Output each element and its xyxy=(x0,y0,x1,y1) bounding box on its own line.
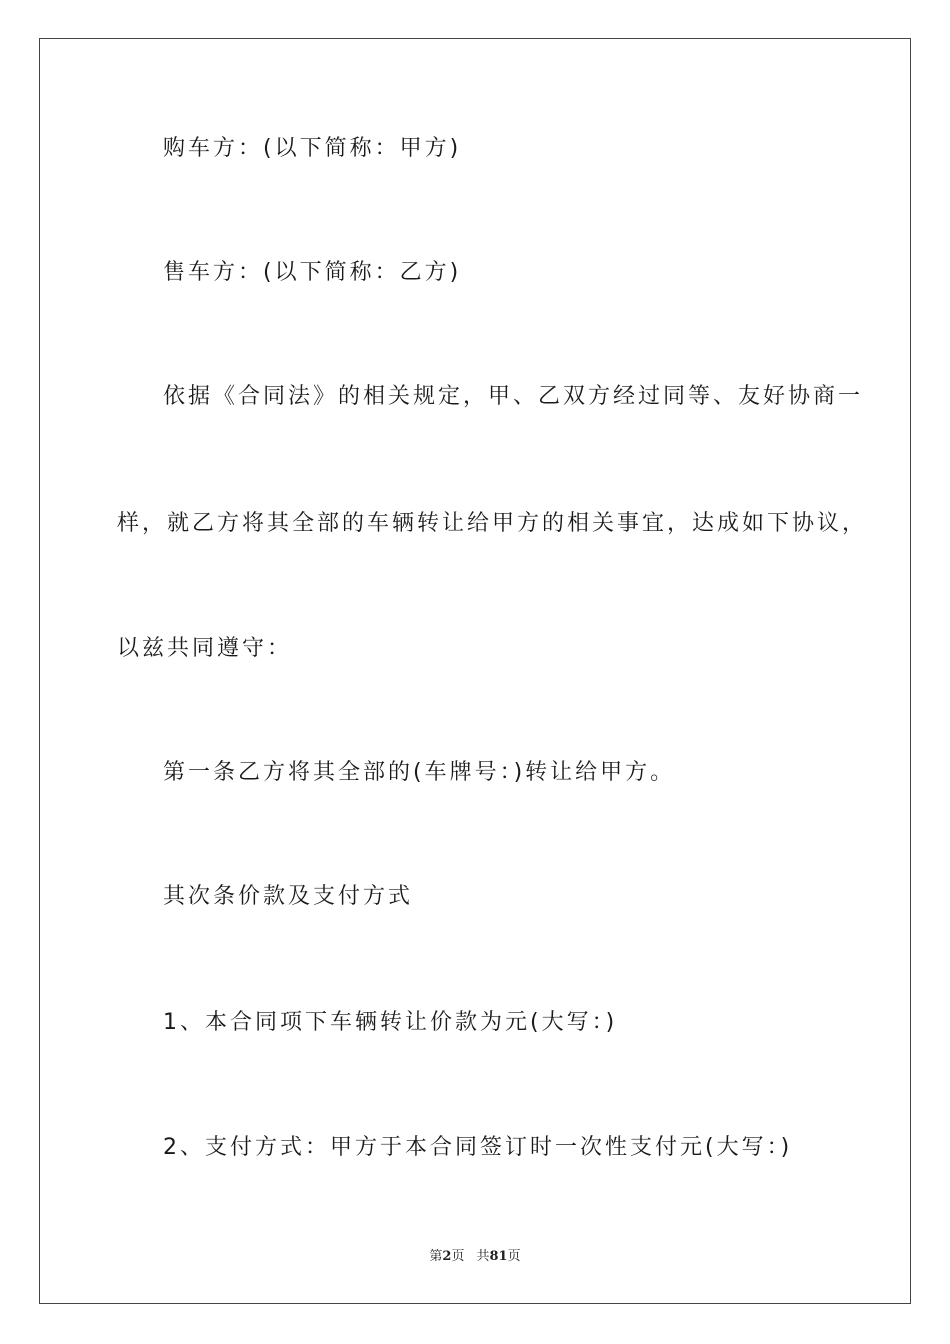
article-one: 第一条乙方将其全部的(车牌号：)转让给甲方。 xyxy=(163,760,676,785)
page-frame xyxy=(39,38,911,1304)
page-number: 2 xyxy=(442,1249,452,1264)
page-prefix: 第 xyxy=(429,1249,443,1264)
total-suffix: 页 xyxy=(507,1249,521,1264)
clause-1: 1、本合同项下车辆转让价款为元(大写：) xyxy=(163,1010,618,1035)
article-two-heading: 其次条价款及支付方式 xyxy=(163,884,414,909)
clause-2: 2、支付方式：甲方于本合同签订时一次性支付元(大写：) xyxy=(163,1135,793,1160)
page-suffix: 页 xyxy=(451,1249,465,1264)
total-pages: 81 xyxy=(489,1249,508,1264)
paragraph-line-3: 以兹共同遵守： xyxy=(117,636,293,661)
paragraph-line-1: 依据《合同法》的相关规定，甲、乙双方经过同等、友好协商一 xyxy=(163,384,864,409)
buyer-line: 购车方：(以下简称：甲方) xyxy=(163,136,462,161)
seller-line: 售车方：(以下简称：乙方) xyxy=(163,260,462,285)
total-prefix: 共 xyxy=(476,1249,490,1264)
paragraph-line-2: 样，就乙方将其全部的车辆转让给甲方的相关事宜，达成如下协议， xyxy=(117,511,868,536)
page-footer xyxy=(0,1245,950,1264)
